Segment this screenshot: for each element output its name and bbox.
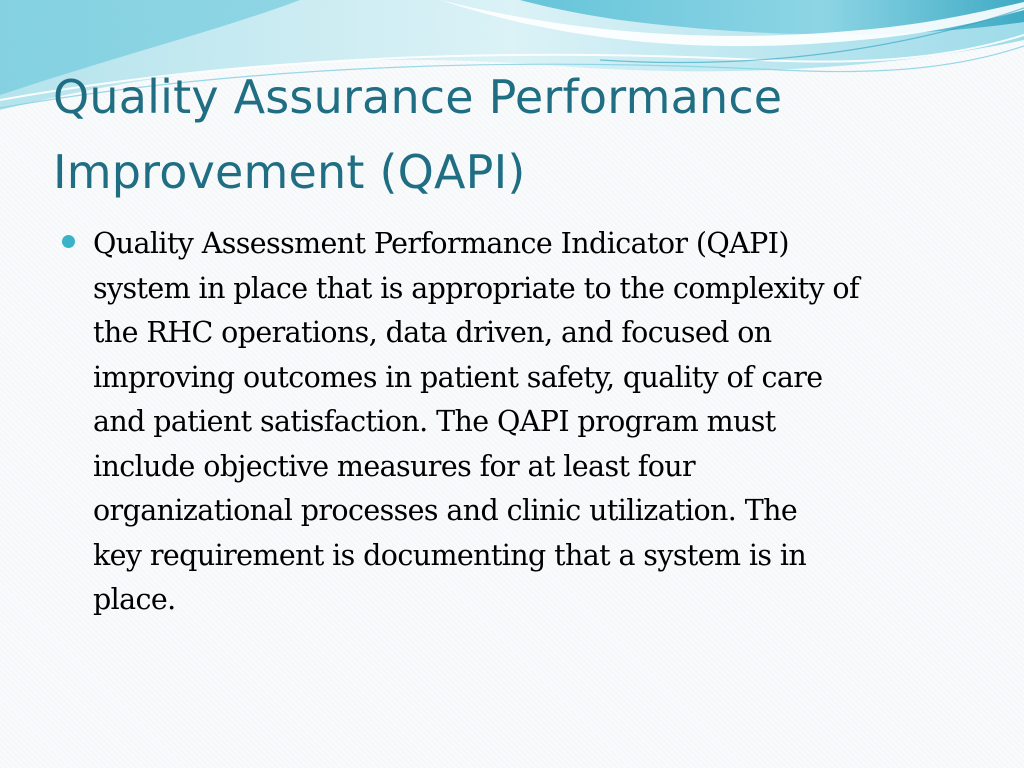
bullet-item (62, 222, 982, 623)
slide-body (62, 222, 982, 623)
bullet-dot-icon (62, 235, 75, 248)
slide-title: Quality Assurance Performance Improvement (QAPI) (53, 70, 783, 199)
bullet-text: Quality Assessment Performance Indicator (QAPI) system in place that is appropriate to the complexity of the RHC operations, data driven, and focused on improving outcomes in patient safety, quality of care and patient satisfaction. The QAPI program must include objective measures for at least four organizational processes and clinic utilization. The key requirement is documenting that a system is in place. (93, 227, 859, 616)
